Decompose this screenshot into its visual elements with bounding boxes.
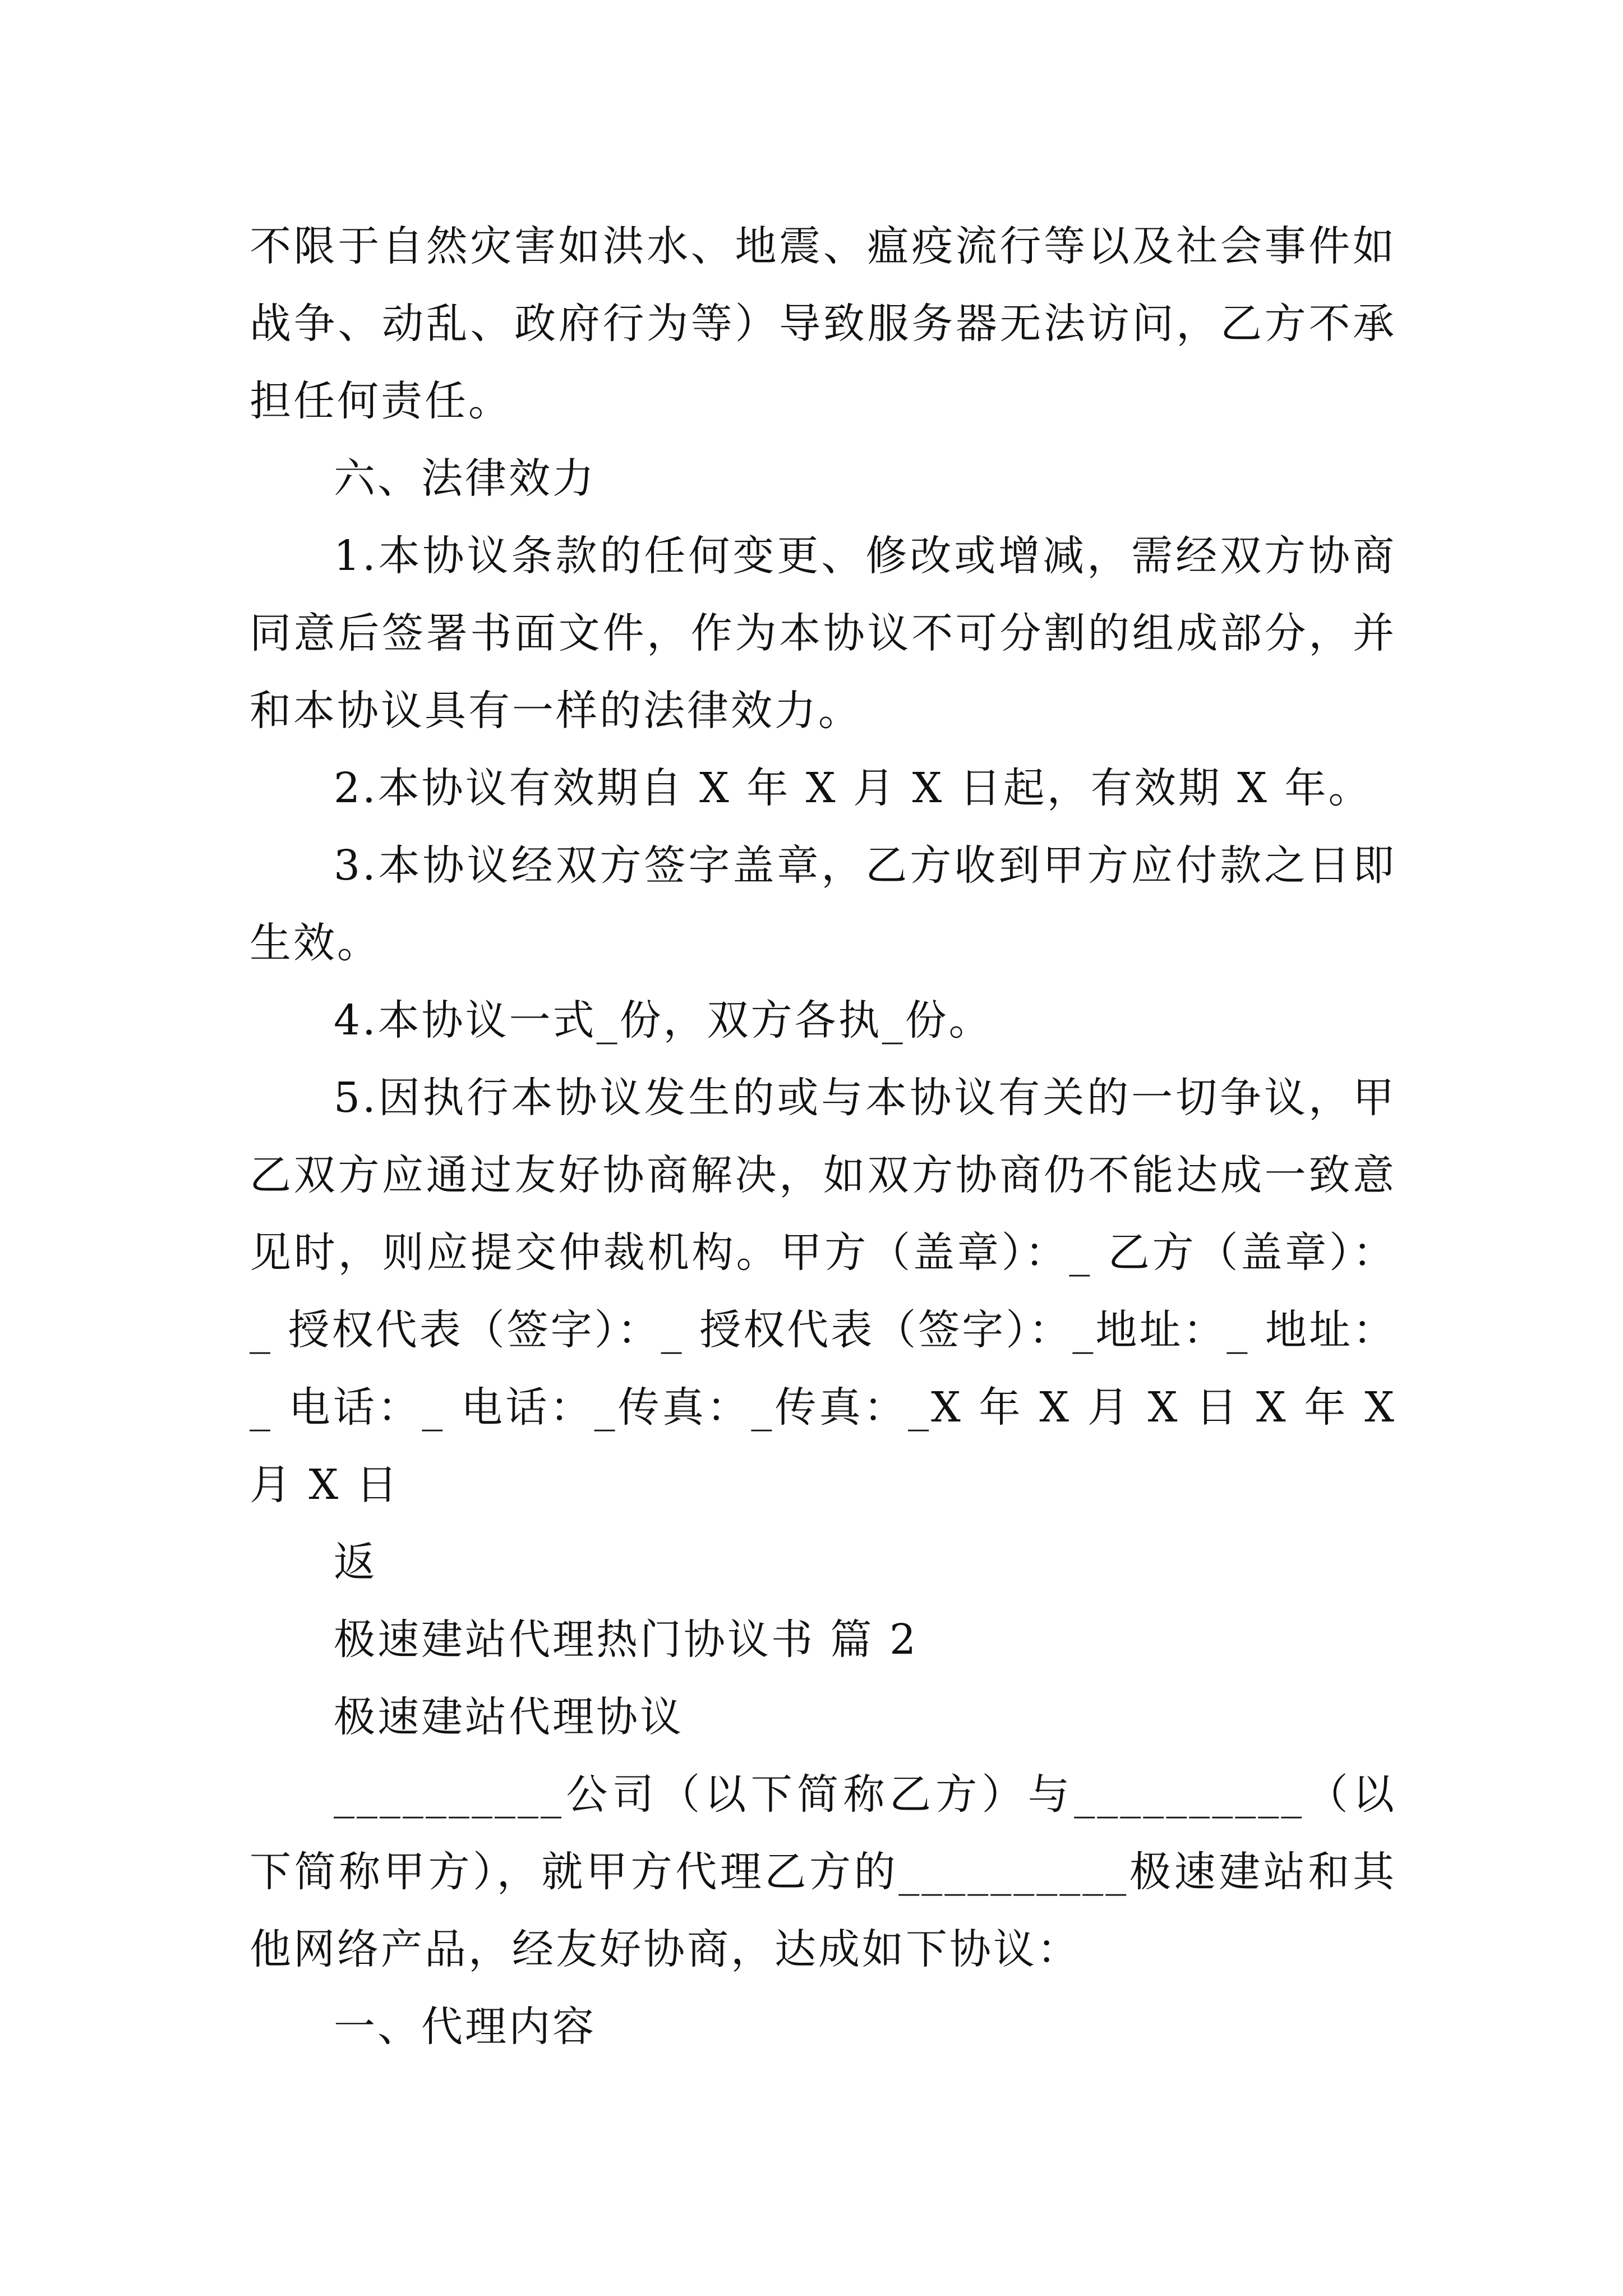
return-link[interactable]: 返 — [334, 1538, 377, 1586]
article-title: 极速建站代理热门协议书 篇 2 — [334, 1616, 919, 1664]
clause-4: 4.本协议一式_份，双方各执_份。 — [334, 996, 993, 1045]
clause-3: 3.本协议经双方签字盖章，乙方收到甲方应付款之日即生效。 — [250, 841, 1396, 967]
paragraph-force-majeure: 不限于自然灾害如洪水、地震、瘟疫流行等以及社会事件如战争、动乱、政府行为等）导致服务器无法访问，乙方不承担任何责任。 — [250, 222, 1396, 425]
clause-1: 1.本协议条款的任何变更、修改或增减，需经双方协商同意后签署书面文件，作为本协议不可分割的组成部分，并和本协议具有一样的法律效力。 — [250, 532, 1396, 735]
section-heading-legal-effect: 六、法律效力 — [334, 454, 596, 503]
clause-5-signatures: 5.因执行本协议发生的或与本协议有关的一切争议，甲乙双方应通过友好协商解决，如双方协商仍不能达成一致意见时，则应提交仲裁机构。甲方（盖章）：_ 乙方（盖章）：_ 授权代表（签字）：_ 授权代表（签字）：_地址：_ 地址：_ 电话：_ 电话：_传真：_传真：_X 年 X 月 X 日 X 年 X 月 X 日 — [250, 1074, 1396, 1509]
agreement-intro: __________公司（以下简称乙方）与__________（以下简称甲方），就甲方代理乙方的__________极速建站和其他网络产品，经友好协商，达成如下协议： — [250, 1770, 1396, 1973]
document-body — [250, 208, 1396, 2065]
clause-2: 2.本协议有效期自 X 年 X 月 X 日起，有效期 X 年。 — [334, 764, 1372, 812]
section-heading-agency-content: 一、代理内容 — [334, 2003, 596, 2051]
agreement-title: 极速建站代理协议 — [334, 1693, 684, 1741]
